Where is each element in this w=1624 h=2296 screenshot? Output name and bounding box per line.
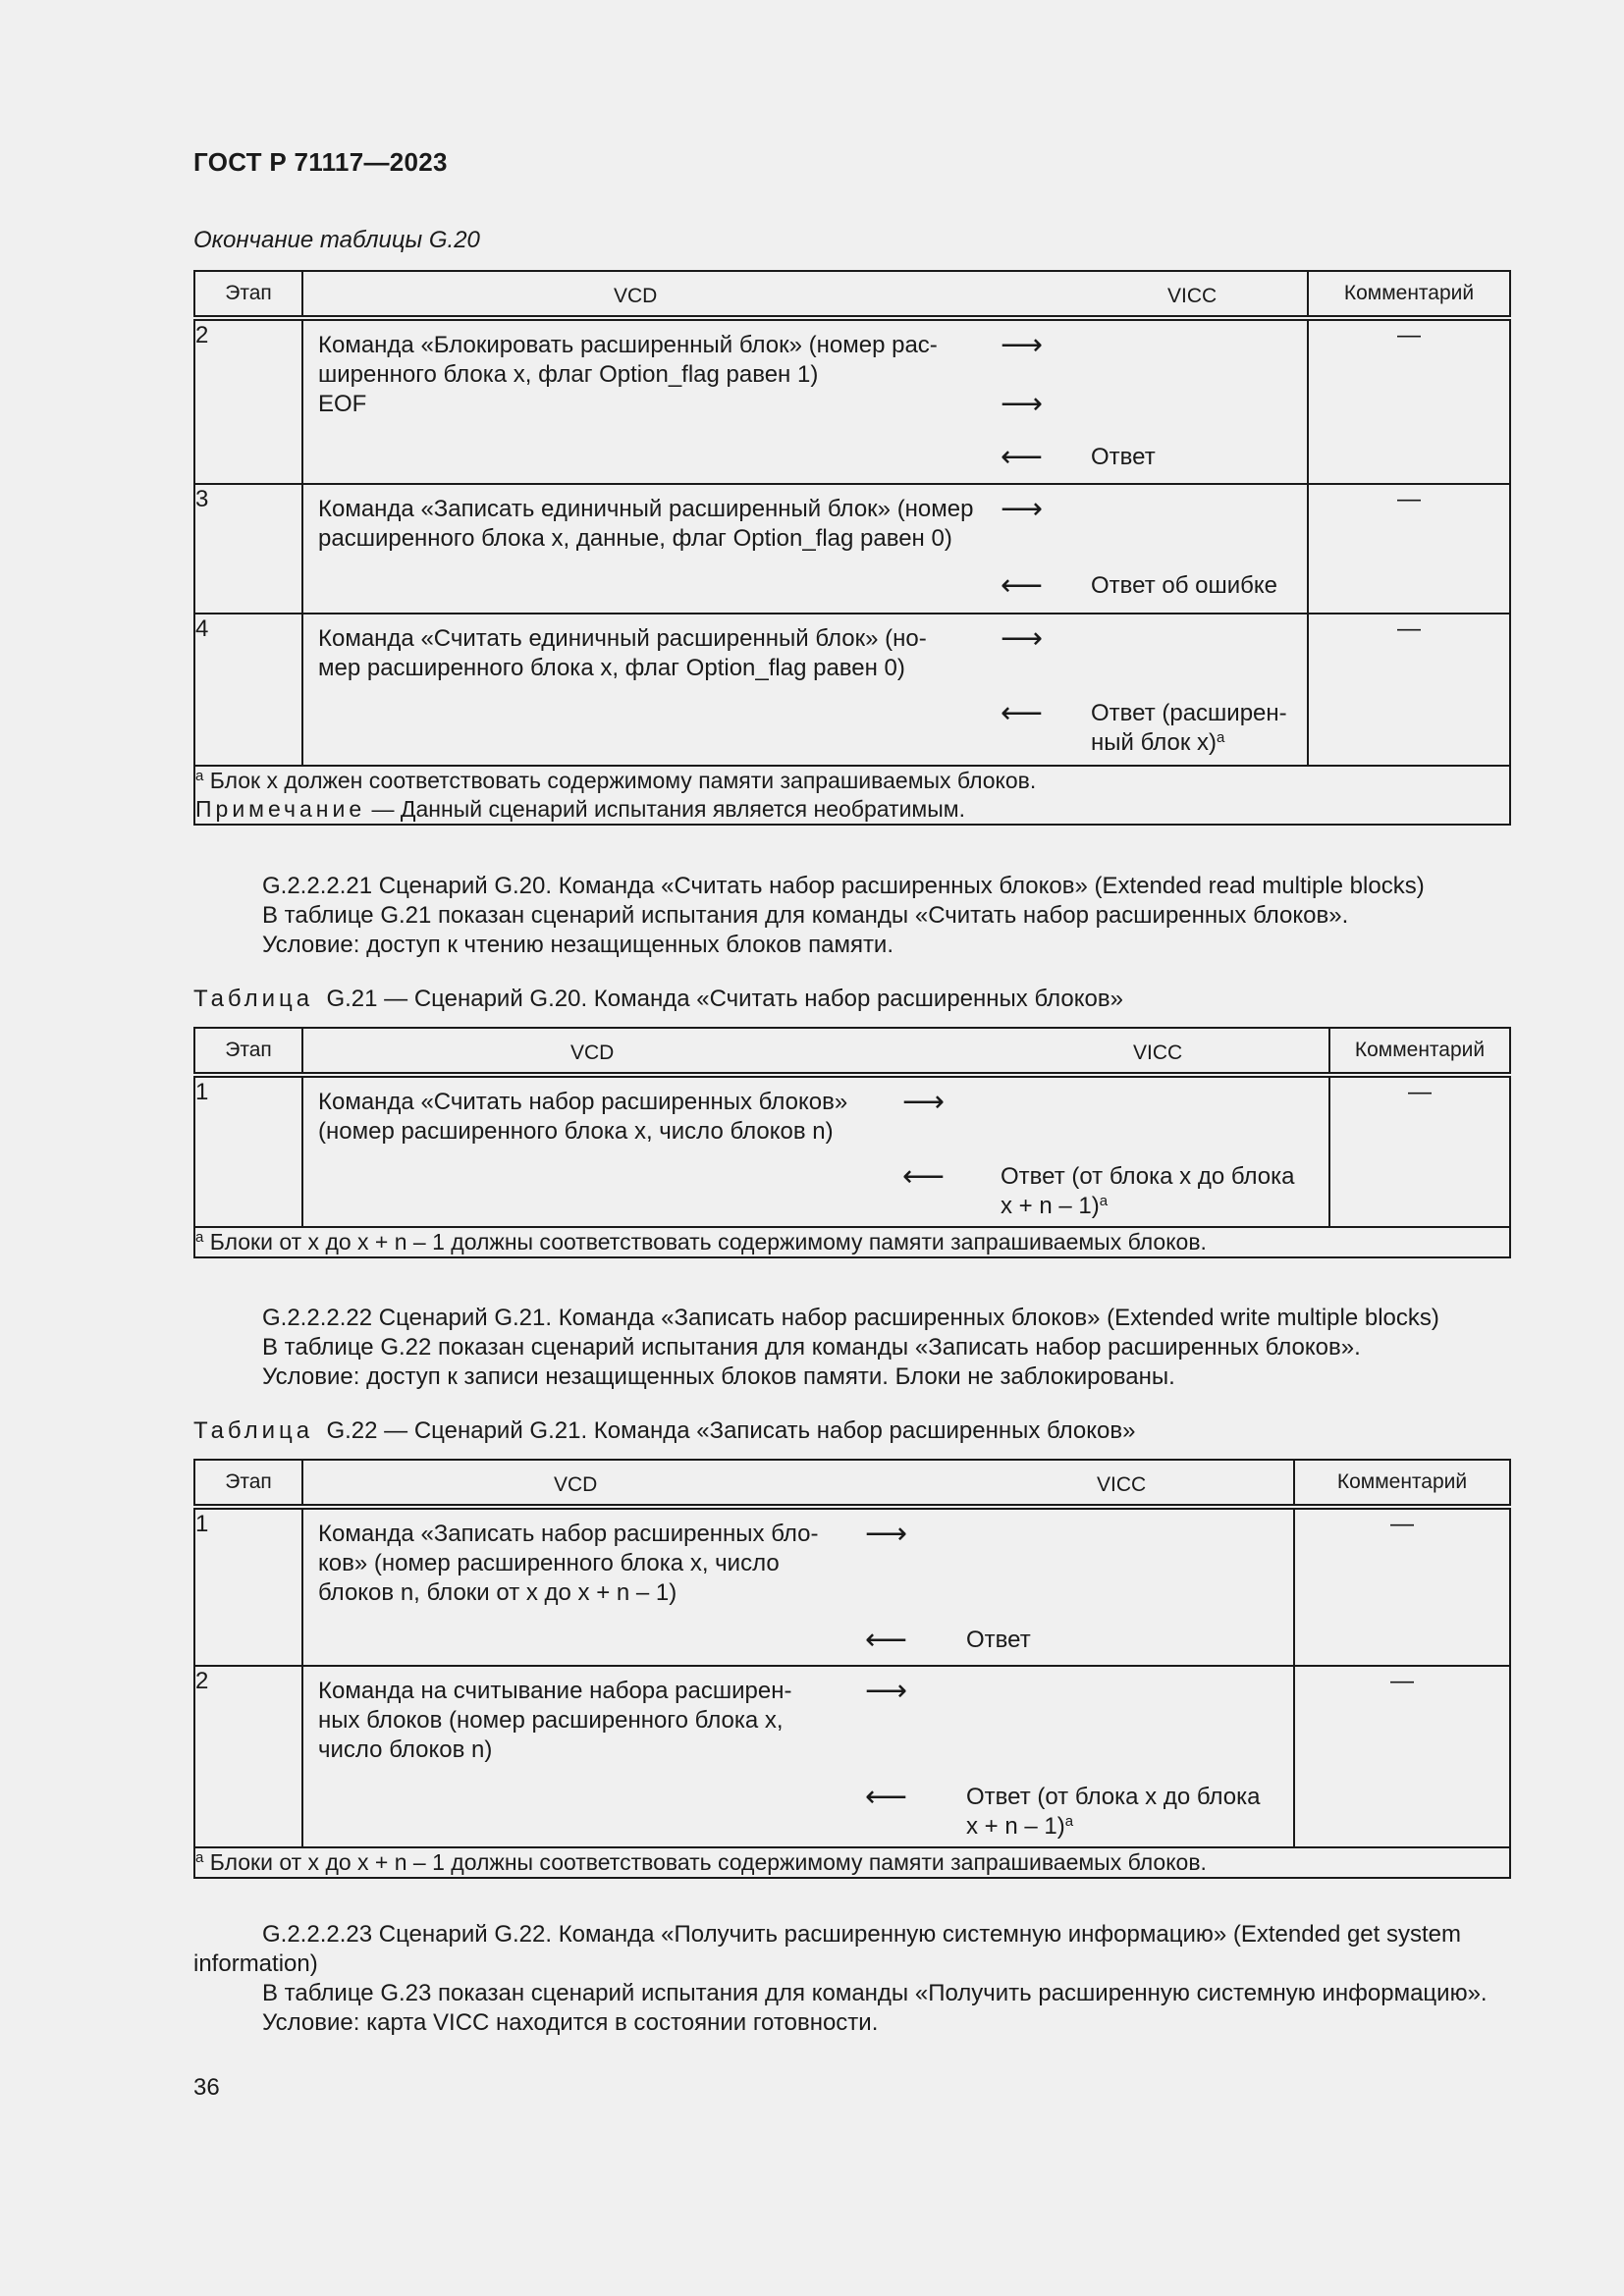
header-comment: Комментарий xyxy=(1308,271,1510,318)
arrow-left-icon: ⟵ xyxy=(1001,697,1044,729)
footnote: $^a$ Блоки от x до x + n – 1 должны соответствовать содержимому памяти запрашиваемых блоков. xyxy=(195,1229,1207,1255)
stage-cell: 2 xyxy=(194,1666,302,1847)
header-stage: Этап xyxy=(194,1028,302,1075)
vcd-vicc-cell xyxy=(302,614,1308,766)
arrow-right-icon: ⟶ xyxy=(1001,493,1044,525)
header-vcd-vicc xyxy=(302,1028,1329,1075)
footnote: $^a$ Блок x должен соответствовать содержимому памяти запрашиваемых блоков. xyxy=(195,768,1037,793)
arrow-right-icon: ⟶ xyxy=(865,1675,908,1707)
vcd-vicc-cell xyxy=(302,1666,1294,1847)
comment-cell: — xyxy=(1329,1075,1510,1227)
vcd-vicc-cell xyxy=(302,1507,1294,1666)
table-note: Примечание — Данный сценарий испытания является необратимым. xyxy=(195,796,965,822)
header-vcd-vicc xyxy=(302,271,1308,318)
header-vcd: VCD xyxy=(570,1041,615,1064)
section-heading-continuation: information) xyxy=(193,1950,318,1977)
vcd-command: Команда «Считать единичный расширенный блок» (но- мер расширенного блока x, флаг Option_flag равен 0) xyxy=(318,625,927,681)
section-intro: В таблице G.23 показан сценарий испытания для команды «Получить расширенную системную информацию». xyxy=(262,1980,1488,2006)
table-row xyxy=(194,1075,1510,1227)
stage-cell: 1 xyxy=(194,1075,302,1227)
comment-cell: — xyxy=(1308,614,1510,766)
arrow-right-icon: ⟶ xyxy=(865,1518,908,1550)
vcd-command: Команда на считывание набора расширен- ных блоков (номер расширенного блока x, число блоков n) xyxy=(318,1678,792,1763)
vcd-vicc-cell xyxy=(302,484,1308,614)
footnote-row xyxy=(194,1227,1510,1257)
vicc-response: Ответ (от блока x до блока x + n – 1)$^a$ xyxy=(966,1784,1261,1840)
table-row xyxy=(194,484,1510,614)
header-vcd-vicc xyxy=(302,1460,1294,1507)
section-heading-g2222-22: G.2.2.2.22 Сценарий G.21. Команда «Записать набор расширенных блоков» (Extended write multiple blocks) xyxy=(262,1305,1439,1331)
table-g20 xyxy=(193,270,1511,826)
header-vicc: VICC xyxy=(1097,1473,1147,1496)
vcd-command: Команда «Записать набор расширенных бло- ков» (номер расширенного блока x, число блоков n, блоки от x до x + n – 1) xyxy=(318,1521,819,1606)
stage-cell: 1 xyxy=(194,1507,302,1666)
table-g22 xyxy=(193,1459,1511,1879)
section-condition: Условие: доступ к записи незащищенных блоков памяти. Блоки не заблокированы. xyxy=(262,1363,1175,1390)
stage-cell: 3 xyxy=(194,484,302,614)
vcd-vicc-cell xyxy=(302,318,1308,484)
comment-cell: — xyxy=(1308,484,1510,614)
section-intro: В таблице G.21 показан сценарий испытания для команды «Считать набор расширенных блоков». xyxy=(262,902,1349,929)
header-stage: Этап xyxy=(194,271,302,318)
table-g21 xyxy=(193,1027,1511,1258)
comment-cell: — xyxy=(1308,318,1510,484)
arrow-right-icon: ⟶ xyxy=(1001,388,1044,420)
vcd-command: Команда «Записать единичный расширенный блок» (номер расширенного блока x, данные, флаг Option_flag равен 0) xyxy=(318,496,974,552)
vicc-response: Ответ xyxy=(966,1627,1031,1653)
page-number: 36 xyxy=(193,2074,220,2101)
section-condition: Условие: карта VICC находится в состоянии готовности. xyxy=(262,2009,879,2036)
header-comment: Комментарий xyxy=(1294,1460,1510,1507)
header-vicc: VICC xyxy=(1167,285,1218,307)
vicc-response: Ответ xyxy=(1091,444,1156,470)
section-heading-g2222-21: G.2.2.2.21 Сценарий G.20. Команда «Считать набор расширенных блоков» (Extended read multiple blocks) xyxy=(262,873,1425,899)
arrow-right-icon: ⟶ xyxy=(902,1086,946,1118)
vcd-command: Команда «Блокировать расширенный блок» (номер рас- ширенного блока x, флаг Option_flag равен 1) EOF xyxy=(318,332,938,417)
table-row xyxy=(194,318,1510,484)
footnote-cell xyxy=(194,1847,1510,1878)
header-vcd: VCD xyxy=(554,1473,598,1496)
vicc-response: Ответ (от блока x до блока x + n – 1)$^a$ xyxy=(1001,1163,1295,1219)
section-intro: В таблице G.22 показан сценарий испытания для команды «Записать набор расширенных блоков». xyxy=(262,1334,1361,1361)
section-heading-g2222-23: G.2.2.2.23 Сценарий G.22. Команда «Получить расширенную системную информацию» (Extended get system xyxy=(262,1921,1461,1948)
arrow-left-icon: ⟵ xyxy=(1001,569,1044,602)
footnote-row xyxy=(194,766,1510,825)
table-g20-continuation-caption: Окончание таблицы G.20 xyxy=(193,227,480,253)
vicc-response: Ответ (расширен- ный блок x)$^a$ xyxy=(1091,700,1287,756)
arrow-left-icon: ⟵ xyxy=(902,1160,946,1193)
arrow-right-icon: ⟶ xyxy=(1001,622,1044,655)
footnote-cell xyxy=(194,766,1510,825)
arrow-left-icon: ⟵ xyxy=(1001,441,1044,473)
stage-cell: 4 xyxy=(194,614,302,766)
vcd-vicc-cell xyxy=(302,1075,1329,1227)
section-condition: Условие: доступ к чтению незащищенных блоков памяти. xyxy=(262,932,894,958)
table-g21-caption: Таблица G.21 — Сценарий G.20. Команда «Считать набор расширенных блоков» xyxy=(193,986,1123,1012)
table-row xyxy=(194,1507,1510,1666)
comment-cell: — xyxy=(1294,1666,1510,1847)
header-vcd: VCD xyxy=(614,285,658,307)
footnote-row xyxy=(194,1847,1510,1878)
stage-cell: 2 xyxy=(194,318,302,484)
table-g22-caption: Таблица G.22 — Сценарий G.21. Команда «Записать набор расширенных блоков» xyxy=(193,1417,1136,1444)
arrow-right-icon: ⟶ xyxy=(1001,329,1044,361)
table-row xyxy=(194,614,1510,766)
arrow-left-icon: ⟵ xyxy=(865,1781,908,1813)
footnote: $^a$ Блоки от x до x + n – 1 должны соответствовать содержимому памяти запрашиваемых блоков. xyxy=(195,1849,1207,1875)
comment-cell: — xyxy=(1294,1507,1510,1666)
vicc-response: Ответ об ошибке xyxy=(1091,572,1277,599)
document-header: ГОСТ Р 71117—2023 xyxy=(193,147,448,177)
header-vicc: VICC xyxy=(1133,1041,1183,1064)
arrow-left-icon: ⟵ xyxy=(865,1624,908,1656)
table-row xyxy=(194,1666,1510,1847)
header-comment: Комментарий xyxy=(1329,1028,1510,1075)
footnote-cell xyxy=(194,1227,1510,1257)
header-stage: Этап xyxy=(194,1460,302,1507)
vcd-command: Команда «Считать набор расширенных блоков» (номер расширенного блока x, число блоков n) xyxy=(318,1089,848,1145)
